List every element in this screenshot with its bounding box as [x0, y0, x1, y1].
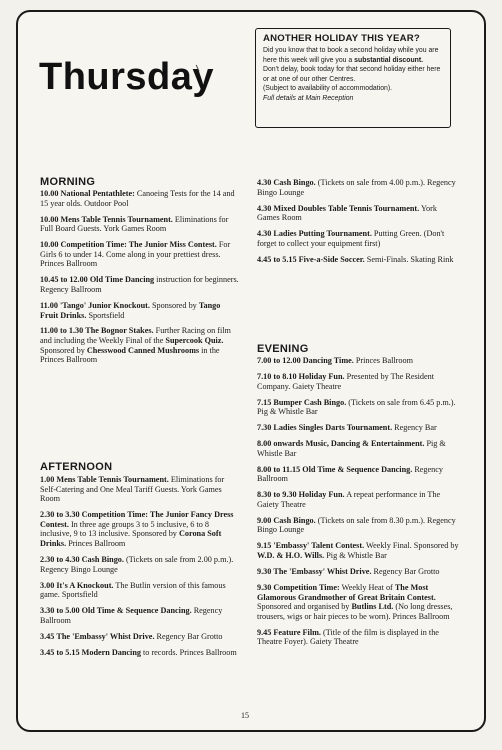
schedule-entry [40, 510, 240, 548]
entry-title: Holiday Fun. [298, 371, 345, 381]
entry-time: 9.45 [257, 627, 272, 637]
schedule-entry [40, 632, 240, 642]
entry-time: 4.45 to 5.15 [257, 254, 297, 264]
entry-time: 4.30 [257, 229, 272, 239]
entry-title: Five-a-Side Soccer. [298, 254, 365, 264]
entry-time: 3.30 to 5.00 [40, 606, 80, 616]
schedule-entry [40, 240, 240, 269]
entry-text: (Tickets on sale from 2.00 p.m.). Regency Bingo Lounge [40, 554, 234, 574]
entry-time: 7.10 to 8.10 [257, 371, 297, 381]
entry-text: Princes Ballroom [353, 356, 413, 365]
entry-title: Competition Time: [273, 583, 340, 592]
entry-text: Canoeing Tests for the 14 and 15 year olds. Outdoor Pool [40, 189, 235, 208]
entry-text: For Girls 6 to under 14. Come along in your prettiest dress. Princes Ballroom [40, 240, 231, 269]
schedule-entry [257, 372, 459, 391]
entry-text: Regency Bar [392, 423, 437, 433]
entry-title: Cash Bingo. [81, 554, 124, 564]
entry-title: Ladies Putting Tournament. [273, 229, 372, 239]
entry-text: Regency Ballroom [40, 606, 223, 625]
entry-text: Pig & Whistle Bar [324, 551, 387, 561]
entry-text: Semi-Finals. Skating Rink [364, 254, 454, 264]
entry-time: 11.00 to 1.30 [40, 326, 84, 336]
schedule-entry [40, 189, 240, 208]
entry-sponsor: Corona Soft Drinks. [40, 529, 222, 548]
evening-list [257, 356, 459, 653]
entry-text: Princes Ballroom [66, 538, 126, 548]
entry-time: 1.00 [40, 475, 55, 484]
schedule-entry [40, 648, 240, 658]
entry-text: Sponsored by [40, 345, 87, 355]
schedule-entry [40, 555, 240, 574]
page-number: 15 [241, 711, 249, 720]
entry-time: 3.45 to 5.15 [40, 647, 80, 657]
entry-time: 8.00 to 11.15 [257, 464, 301, 474]
entry-title: Old Time Dancing [89, 275, 155, 285]
entry-text: Regency Bar Grotto [154, 631, 223, 641]
entry-title: Competition Time: The Junior Miss Contest. [60, 240, 217, 250]
entry-title: Mens Table Tennis Tournament. [56, 475, 169, 484]
entry-text: Eliminations for Self-Catering and One Meal Tariff Guests. York Games Room [40, 475, 225, 504]
entry-title: National Pentathlete: [60, 189, 135, 198]
entry-text: A repeat performance in The Gaiety Theatre [257, 490, 441, 509]
entry-time: 3.00 [40, 580, 55, 590]
entry-text: Pig & Whistle Bar [257, 439, 446, 458]
entry-text: Sportsfield [86, 310, 125, 320]
entry-text: Weekly Final. Sponsored by [364, 541, 459, 551]
schedule-entry [40, 581, 240, 600]
entry-sponsor: The Most Glamorous Grandmother of Great Britain Contest. [257, 583, 436, 602]
entry-title: Ladies Singles Darts Tournament. [273, 423, 393, 433]
entry-time: 7.15 [257, 397, 272, 407]
entry-sponsor: W.D. & H.O. Wills. [257, 551, 325, 561]
entry-text: Sponsored by [149, 300, 199, 310]
entry-time: 7.30 [257, 423, 272, 433]
entry-text: Weekly Heat of [339, 583, 395, 592]
entry-title: Mixed Doubles Table Tennis Tournament. [273, 203, 420, 213]
schedule-entry [40, 301, 240, 320]
entry-sponsor: Tango Fruit Drinks. [40, 300, 221, 320]
entry-sponsor: Chesswood Canned Mushrooms [86, 345, 200, 355]
entry-text: (No long dresses, trousers, wigs or hair pieces to be worn). Princes Ballroom [257, 602, 453, 621]
entry-title: Old Time & Sequence Dancing. [81, 606, 192, 616]
schedule-entry [40, 326, 240, 364]
entry-text: In three age groups 3 to 5 inclusive, 6 to 8 inclusive, 9 to 13 inclusive. Sponsored by [40, 519, 209, 539]
entry-time: 2.30 to 4.30 [40, 554, 80, 564]
entry-text: Sponsored and organised by [257, 602, 352, 612]
entry-text: Regency Bar Grotto [371, 567, 440, 577]
promo-body [263, 46, 444, 94]
promo-box [255, 28, 451, 128]
entry-title: Music, Dancing & Entertainment. [305, 439, 425, 449]
entry-title: 'Tango' Junior Knockout. [60, 300, 150, 310]
entry-title: Dancing Time. [302, 356, 354, 365]
entry-time: 4.30 [257, 178, 272, 187]
promo-bold: substantial discount. [354, 56, 424, 64]
entry-title: The 'Embassy' Whist Drive. [56, 631, 155, 641]
entry-title: The Bognor Stakes. [85, 326, 154, 336]
entry-time: 3.45 [40, 631, 55, 641]
entry-title: Modern Dancing [81, 647, 141, 657]
schedule-entry [40, 275, 240, 294]
late-afternoon-list [257, 178, 459, 271]
entry-time: 9.30 [257, 567, 272, 577]
entry-text: in the Princes Ballroom [40, 345, 220, 365]
entry-time: 10.45 to 12.00 [40, 275, 88, 285]
schedule-entry [257, 229, 459, 248]
promo-heading: ANOTHER HOLIDAY THIS YEAR? [263, 33, 420, 44]
entry-title: Competition Time: The Junior Fancy Dress Contest. [40, 510, 234, 529]
schedule-entry [257, 583, 459, 621]
entry-text: (Tickets on sale from 4.00 p.m.). Regency Bingo Lounge [257, 178, 456, 197]
schedule-entry [257, 423, 459, 433]
entry-text: Presented by The Resident Company. Gaiety Theatre [257, 371, 435, 391]
entry-text: The Butlin version of this famous game. Sportsfield [40, 580, 226, 600]
afternoon-list [40, 475, 240, 664]
entry-time: 4.30 [257, 203, 272, 213]
entry-text: (Tickets on sale from 8.30 p.m.). Regency Bingo Lounge [257, 515, 456, 535]
schedule-entry [40, 606, 240, 625]
page-title: Thursday [39, 56, 215, 98]
entry-title: The 'Embassy' Whist Drive. [273, 567, 372, 577]
entry-title: Old Time & Sequence Dancing. [302, 464, 413, 474]
schedule-entry [40, 475, 240, 504]
entry-text: Further Racing on film and including the Weekly Final of the [40, 326, 231, 346]
schedule-entry [257, 465, 459, 484]
promo-line3: (Subject to availability of accommodation). [263, 85, 393, 93]
entry-text: instruction for beginners. Regency Ballroom [40, 275, 239, 294]
entry-title: Cash Bingo. [273, 515, 316, 525]
entry-text: Putting Green. (Don't forget to collect your equipment first) [257, 229, 445, 248]
entry-text: (Title of the film is displayed in the Theatre Foyer). Gaiety Theatre [257, 627, 439, 647]
promo-line1: Did you know that to book a second holiday while you are here this week will give you a [263, 47, 439, 64]
schedule-entry [257, 439, 459, 458]
entry-time: 9.30 [257, 583, 272, 592]
schedule-entry [257, 356, 459, 366]
schedule-entry [257, 398, 459, 417]
schedule-entry [40, 215, 240, 234]
entry-time: 7.00 to 12.00 [257, 356, 301, 365]
entry-time: 11.00 [40, 300, 58, 310]
entry-time: 9.00 [257, 515, 272, 525]
schedule-entry [257, 567, 459, 577]
entry-title: Mens Table Tennis Tournament. [60, 214, 173, 224]
entry-title: Holiday Fun. [298, 490, 345, 500]
evening-heading: EVENING [257, 343, 309, 355]
entry-time: 10.00 [40, 214, 59, 224]
promo-line2: Don't delay, book today for that second holiday either here or at one of our other Centres. [263, 66, 441, 83]
schedule-entry [257, 204, 459, 223]
schedule-entry [257, 255, 459, 265]
entry-sponsor: Butlins Ltd. [351, 602, 394, 612]
entry-title: Bumper Cash Bingo. [273, 397, 347, 407]
schedule-entry [257, 490, 459, 509]
schedule-entry [257, 516, 459, 535]
entry-time: 8.00 onwards [257, 439, 304, 449]
schedule-entry [257, 178, 459, 197]
entry-time: 8.30 to 9.30 [257, 490, 297, 500]
morning-heading: MORNING [40, 176, 96, 188]
schedule-entry [257, 541, 459, 560]
entry-text: to records. Princes Ballroom [140, 647, 237, 657]
entry-text: Regency Ballroom [257, 464, 443, 484]
entry-title: 'Embassy' Talent Contest. [273, 541, 365, 551]
schedule-entry [257, 628, 459, 647]
entry-text: Eliminations for Full Board Guests. York Games Room [40, 214, 229, 234]
entry-text: York Games Room [257, 203, 437, 223]
afternoon-heading: AFTERNOON [40, 461, 113, 473]
entry-sponsor: Supercook Quiz. [165, 336, 224, 346]
entry-time: 9.15 [257, 541, 272, 551]
entry-time: 10.00 [40, 189, 59, 198]
morning-list [40, 189, 240, 371]
entry-title: Cash Bingo. [273, 178, 316, 187]
promo-footer: Full details at Main Reception [263, 94, 354, 102]
entry-time: 2.30 to 3.30 [40, 510, 80, 520]
entry-text: (Tickets on sale from 6.45 p.m.). Pig & Whistle Bar [257, 397, 456, 417]
entry-time: 10.00 [40, 240, 59, 250]
entry-title: Feature Film. [273, 627, 321, 637]
entry-title: It's A Knockout. [56, 580, 114, 590]
